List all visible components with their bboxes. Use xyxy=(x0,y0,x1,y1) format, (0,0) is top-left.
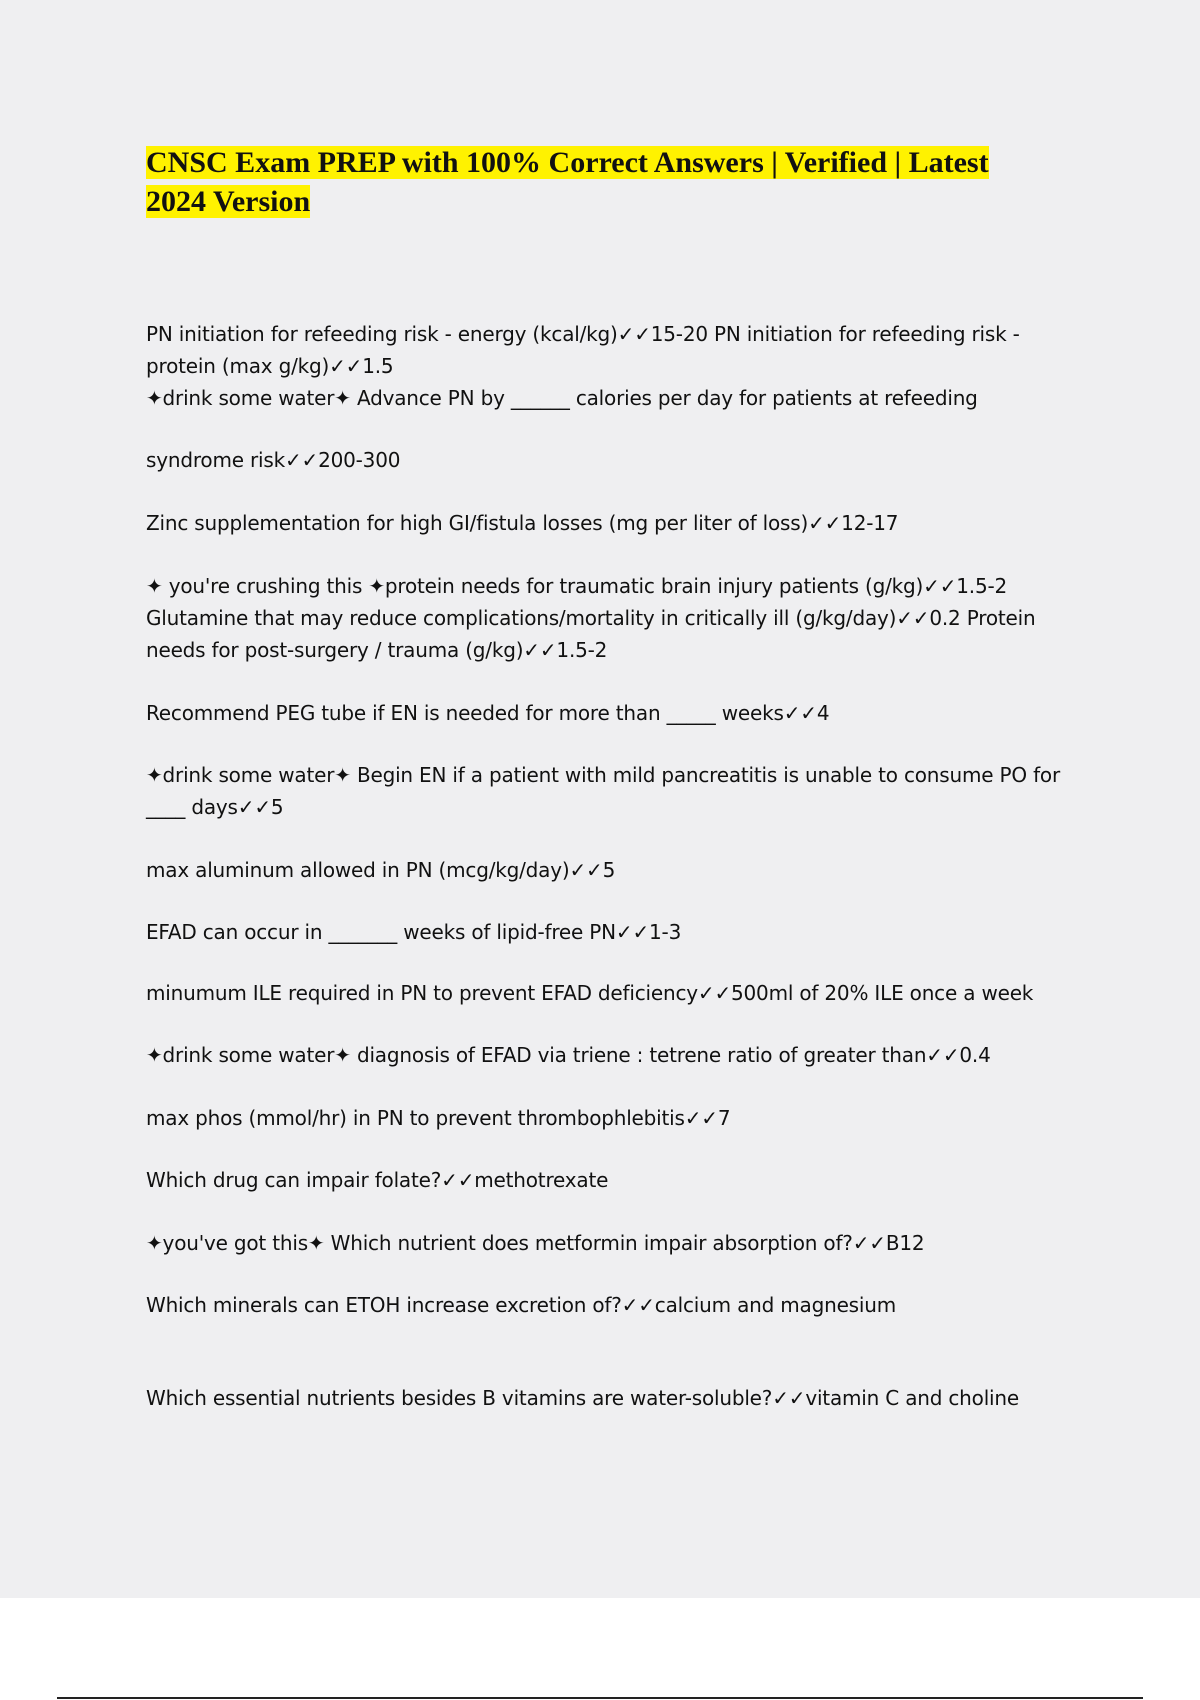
title-line-2: 2024 Version xyxy=(146,185,311,218)
text-line: ✦drink some water✦ diagnosis of EFAD via triene : tetrene ratio of greater than✓✓0.4 xyxy=(146,1043,991,1067)
document-title xyxy=(146,143,1076,221)
text-line: ✦drink some water✦ Advance PN by ______ calories per day for patients at refeeding xyxy=(146,386,978,410)
text-line: PN initiation for refeeding risk - energy (kcal/kg)✓✓15-20 PN initiation for refeeding risk - xyxy=(146,322,1020,346)
text-line: ____ days✓✓5 xyxy=(146,795,284,819)
text-line: Which essential nutrients besides B vitamins are water-soluble?✓✓vitamin C and choline xyxy=(146,1386,1019,1410)
text-line: Which drug can impair folate?✓✓methotrexate xyxy=(146,1168,609,1192)
text-line: ✦you've got this✦ Which nutrient does metformin impair absorption of?✓✓B12 xyxy=(146,1231,925,1255)
text-line: needs for post-surgery / trauma (g/kg)✓✓1.5-2 xyxy=(146,638,608,662)
text-line: minumum ILE required in PN to prevent EFAD deficiency✓✓500ml of 20% ILE once a week xyxy=(146,981,1034,1005)
text-line: Which minerals can ETOH increase excretion of?✓✓calcium and magnesium xyxy=(146,1293,897,1317)
title-line-1: CNSC Exam PREP with 100% Correct Answers | Verified | Latest xyxy=(146,146,989,179)
text-line: EFAD can occur in _______ weeks of lipid-free PN✓✓1-3 xyxy=(146,920,682,944)
text-line: syndrome risk✓✓200-300 xyxy=(146,448,401,472)
text-line: protein (max g/kg)✓✓1.5 xyxy=(146,354,394,378)
page-bottom-rule xyxy=(57,1697,1143,1699)
text-line: ✦ you're crushing this ✦protein needs for traumatic brain injury patients (g/kg)✓✓1.5-2 xyxy=(146,574,1008,598)
text-line: max aluminum allowed in PN (mcg/kg/day)✓✓5 xyxy=(146,858,616,882)
text-line: ✦drink some water✦ Begin EN if a patient with mild pancreatitis is unable to consume PO for xyxy=(146,763,1060,787)
text-line: Glutamine that may reduce complications/mortality in critically ill (g/kg/day)✓✓0.2 Protein xyxy=(146,606,1036,630)
text-line: Recommend PEG tube if EN is needed for more than _____ weeks✓✓4 xyxy=(146,701,830,725)
text-line: Zinc supplementation for high GI/fistula losses (mg per liter of loss)✓✓12-17 xyxy=(146,511,899,535)
text-line: max phos (mmol/hr) in PN to prevent thrombophlebitis✓✓7 xyxy=(146,1106,731,1130)
